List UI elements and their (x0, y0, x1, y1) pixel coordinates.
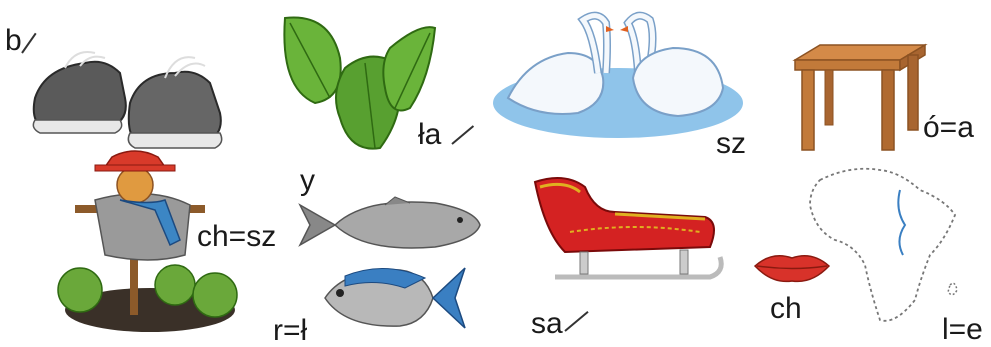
blue-fish-icon (315, 258, 470, 338)
slash-mark (564, 311, 588, 332)
label-ch: ch (770, 292, 802, 325)
label-sz: sz (716, 127, 746, 160)
label-r-l: r=ł (273, 314, 308, 347)
slash-mark (451, 125, 474, 145)
gray-fish-icon (295, 195, 485, 255)
sled-icon (525, 172, 730, 292)
label-ch-sz: ch=sz (197, 220, 277, 253)
label-l-e: l=e (942, 313, 983, 346)
shoes-icon (25, 28, 245, 158)
label-la: ła (418, 118, 442, 151)
label-sa: sa (531, 307, 563, 340)
stool-icon (790, 40, 930, 155)
label-y: y (300, 164, 315, 197)
label-b: b (5, 24, 22, 57)
africa-map-icon (805, 160, 970, 330)
swans-icon (488, 8, 738, 148)
label-o-a: ó=a (923, 111, 974, 144)
